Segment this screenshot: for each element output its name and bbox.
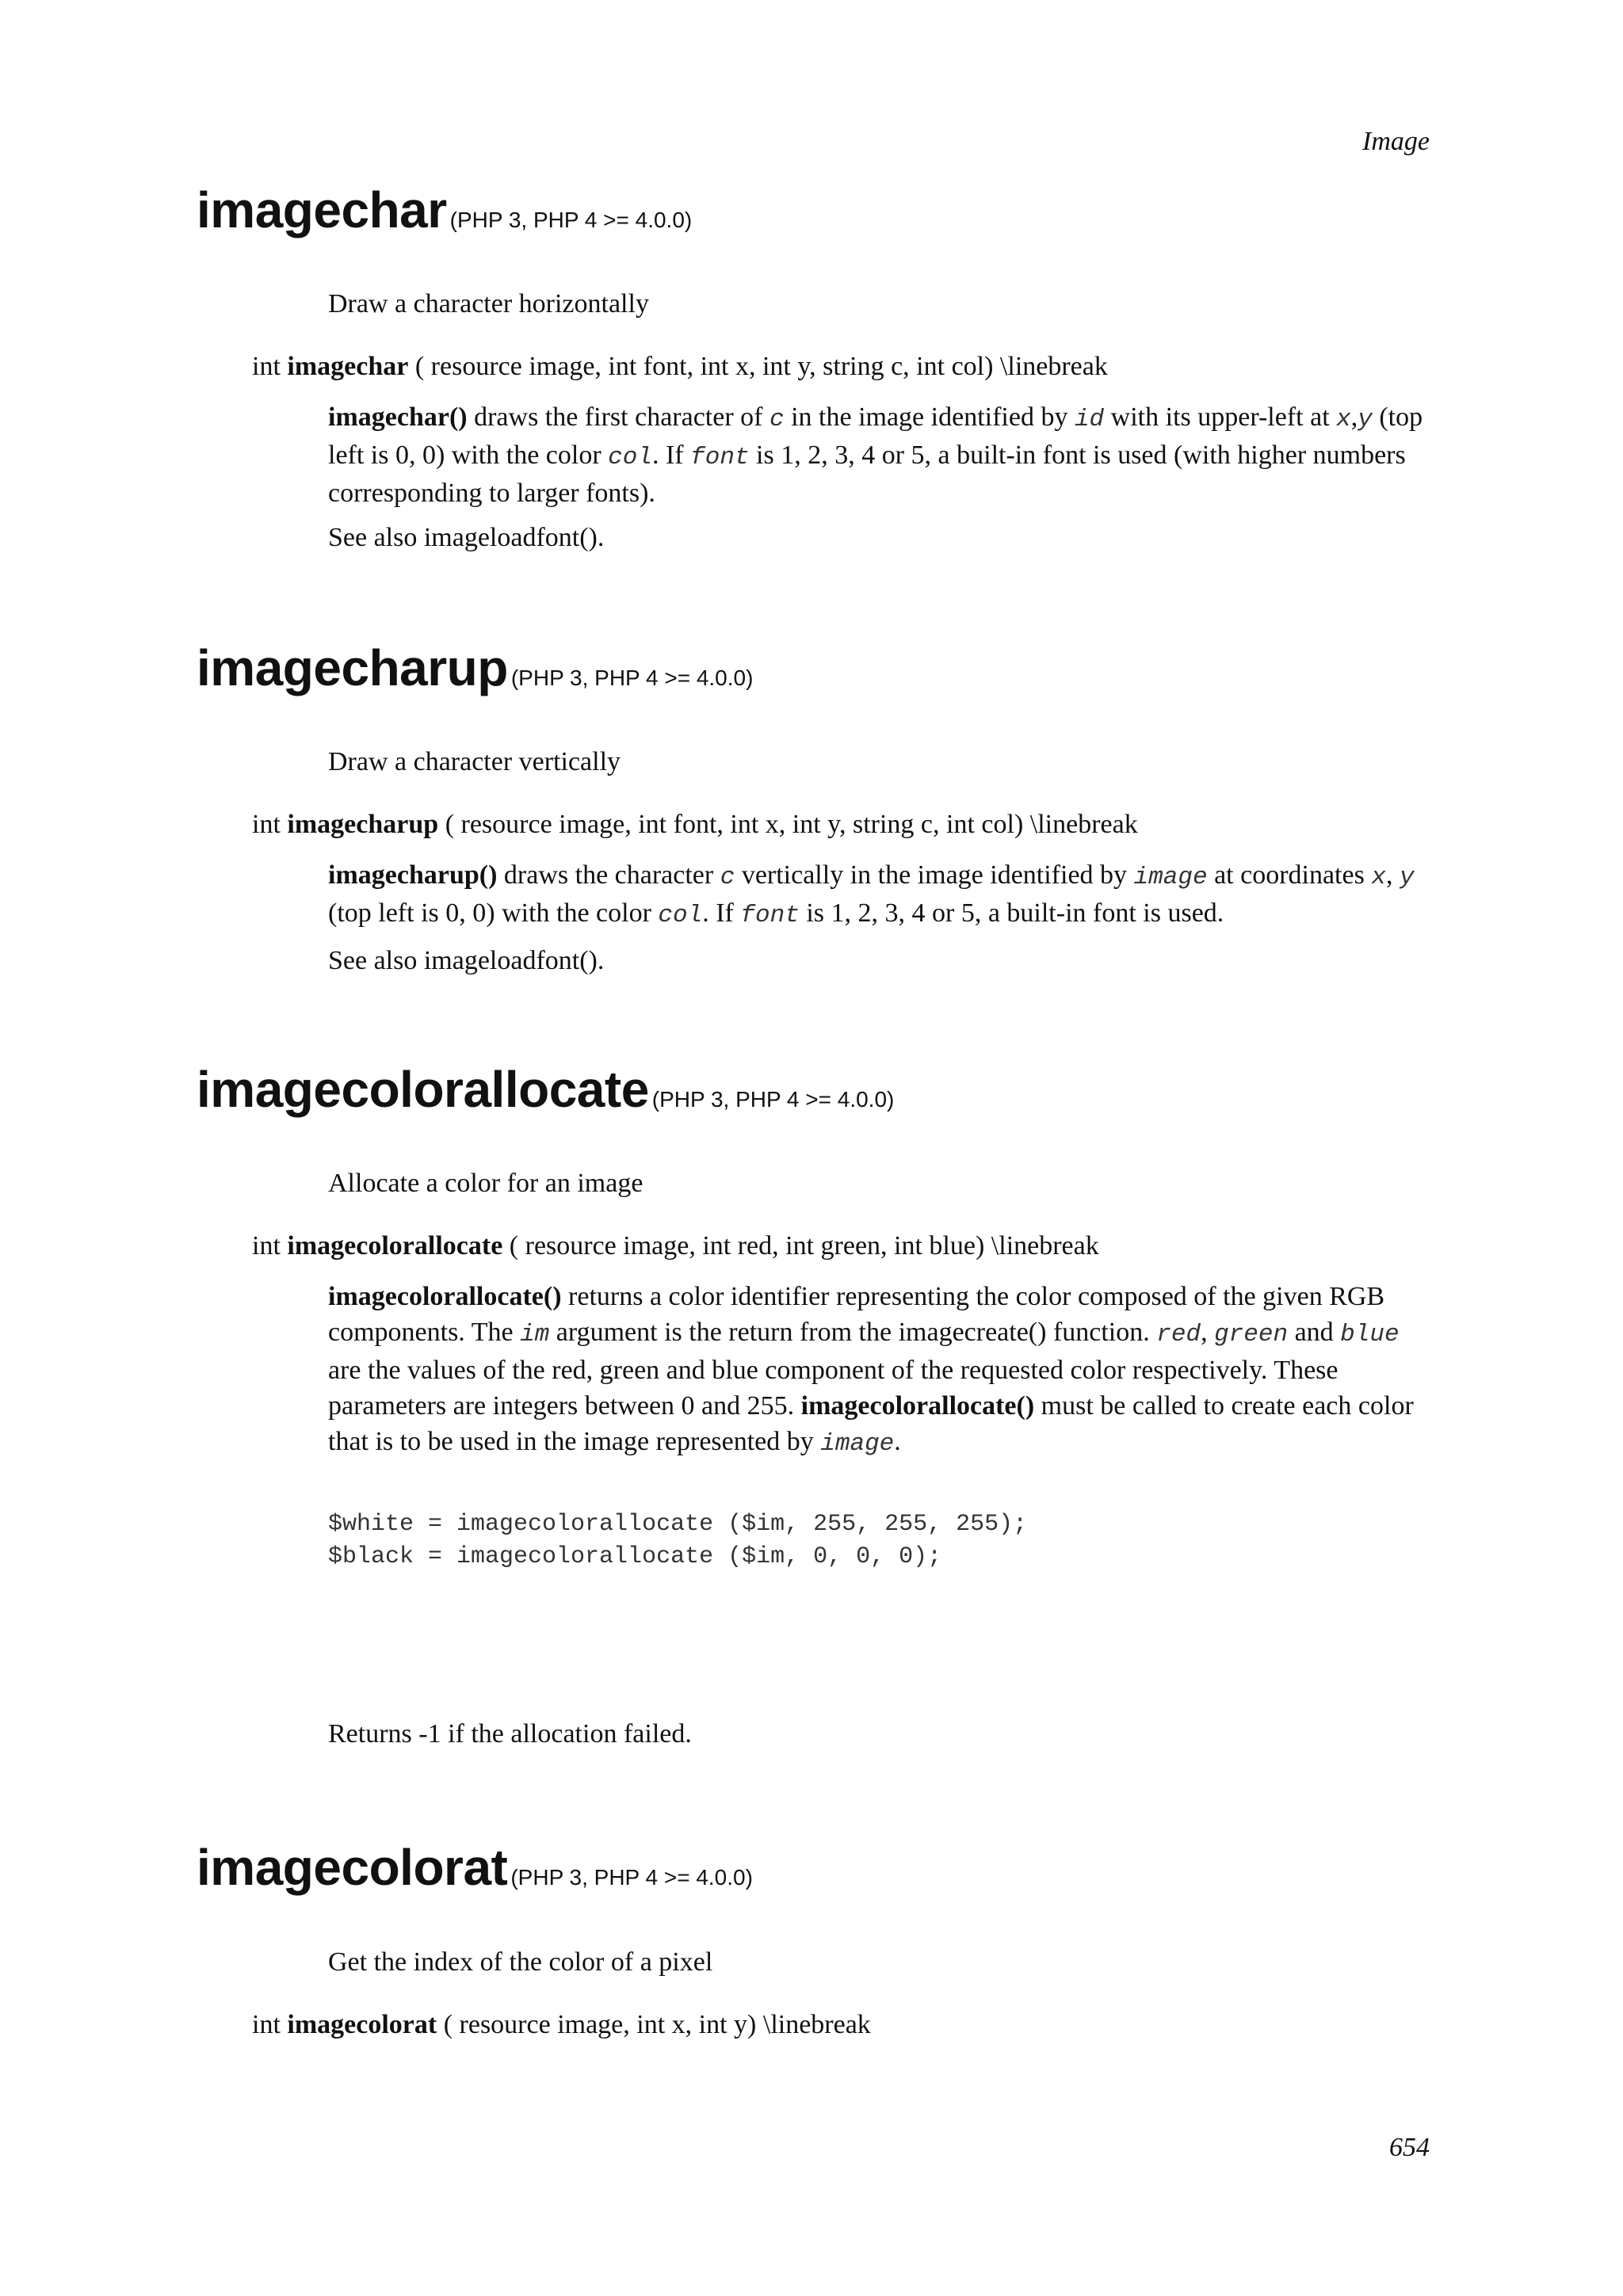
desc-text: draws the first character of [467,402,769,432]
param-y: y [1358,406,1373,433]
desc-text: draws the character [497,860,720,890]
version-info: (PHP 3, PHP 4 >= 4.0.0) [449,208,693,232]
desc-text: are the values of the red, green and blue component of the requested color respectively. These parameters are integers between 0 and 255. [328,1356,1338,1421]
description [328,857,1438,933]
version-info: (PHP 3, PHP 4 >= 4.0.0) [510,1865,753,1890]
function-synopsis [252,2010,871,2040]
param-col: col [608,444,652,471]
desc-text: argument is the return from the imagecreate() function. [549,1318,1157,1347]
purpose-text: Draw a character vertically [328,747,621,776]
purpose-text: Allocate a color for an image [328,1169,643,1198]
version-info: (PHP 3, PHP 4 >= 4.0.0) [510,666,754,690]
return-type: int [252,810,281,839]
synopsis-args: ( resource image, int x, int y) \linebreak [443,2010,871,2039]
param-c: c [720,864,735,891]
function-synopsis [252,810,1138,840]
desc-text: , [1385,860,1400,890]
param-image: image [820,1430,895,1458]
return-value-text: Returns -1 if the allocation failed. [328,1719,692,1749]
function-synopsis [252,1231,1099,1261]
desc-text: (top left is 0, 0) with the color [328,402,1423,470]
function-name: imagecolorat [197,1839,508,1896]
purpose-text: Draw a character horizontally [328,289,649,318]
description [328,1279,1438,1462]
fn-reference: imagecharup() [328,860,498,890]
return-type: int [252,1231,281,1261]
fn-reference: imagecolorallocate() [800,1391,1035,1421]
code-example [328,1508,1027,1573]
param-font: font [690,444,750,471]
code-line: $black = imagecolorallocate ($im, 0, 0, 0); [328,1543,942,1570]
function-name: imagechar [197,181,447,238]
function-name: imagecharup [197,639,508,696]
desc-text: must be called to create each color that is to be used in the image represented by [328,1391,1414,1456]
desc-text: (top left is 0, 0) with the color [328,898,659,928]
return-type: int [252,352,281,381]
synopsis-function-name: imagechar [287,352,409,381]
fn-reference: imagecolorallocate() [328,1282,562,1311]
code-line: $white = imagecolorallocate ($im, 255, 255, 255); [328,1511,1028,1538]
desc-text: in the image identified by [784,402,1075,432]
param-image: image [1133,864,1208,891]
entry-title [197,639,753,697]
return-type: int [252,2010,281,2039]
param-x: x [1336,406,1351,433]
synopsis-args: ( resource image, int red, int green, int blue) \linebreak [509,1231,1099,1261]
desc-text: is 1, 2, 3, 4 or 5, a built-in font is used (with higher numbers corresponding to larger fonts). [328,441,1406,508]
desc-text: . If [651,441,691,470]
see-also: See also imageloadfont(). [328,946,605,975]
synopsis-function-name: imagecolorallocate [287,1231,503,1261]
desc-text: and [1288,1318,1341,1347]
description [328,399,1438,511]
synopsis-args: ( resource image, int font, int x, int y, string c, int col) \linebreak [445,810,1138,839]
page-number: 654 [1389,2133,1430,2162]
desc-text: with its upper-left at [1104,402,1337,432]
desc-text: , [1350,402,1358,432]
param-blue: blue [1340,1321,1400,1348]
desc-text: returns a color identifier representing the color composed of the given RGB components. The [328,1282,1385,1347]
running-header: Image [1362,127,1430,156]
synopsis-function-name: imagecharup [287,810,439,839]
param-c: c [769,406,785,433]
desc-text: . [894,1427,901,1456]
desc-text: vertically in the image identified by [735,860,1134,890]
param-im: im [520,1321,550,1348]
desc-text: is 1, 2, 3, 4 or 5, a built-in font is used. [799,898,1224,928]
fn-reference: imagechar() [328,402,468,432]
see-also: See also imageloadfont(). [328,523,605,552]
entry-title [197,1838,753,1897]
param-x: x [1371,864,1386,891]
version-info: (PHP 3, PHP 4 >= 4.0.0) [651,1087,895,1112]
function-synopsis [252,352,1108,382]
param-col: col [658,902,703,929]
param-id: id [1074,406,1105,433]
param-red: red [1156,1321,1201,1348]
function-name: imagecolorallocate [197,1061,649,1118]
synopsis-args: ( resource image, int font, int x, int y, string c, int col) \linebreak [414,352,1108,381]
purpose-text: Get the index of the color of a pixel [328,1947,713,1977]
param-y: y [1399,864,1415,891]
param-green: green [1214,1321,1289,1348]
entry-title [197,181,692,239]
entry-title [197,1060,894,1119]
desc-text: , [1201,1318,1215,1347]
desc-text: . If [702,898,741,928]
desc-text: at coordinates [1207,860,1372,890]
param-font: font [740,902,800,929]
synopsis-function-name: imagecolorat [287,2010,437,2039]
